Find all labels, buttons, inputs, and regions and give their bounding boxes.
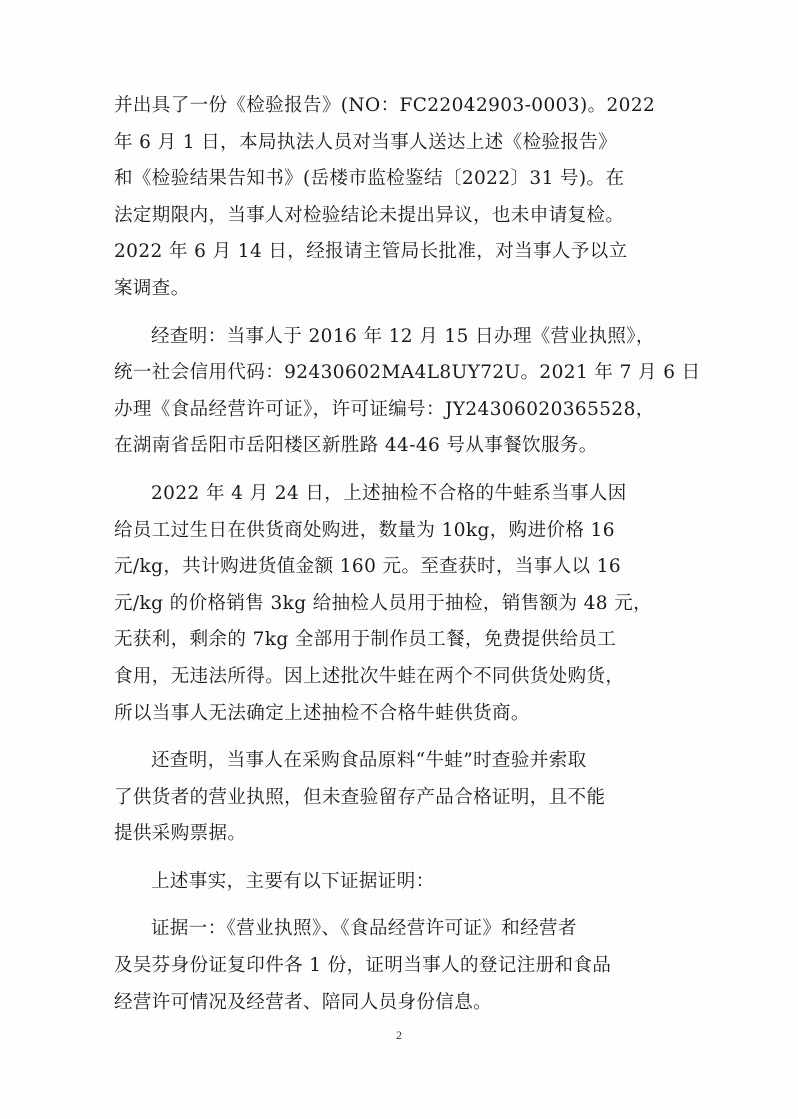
text-line: 无获利，剩余的 7kg 全部用于制作员工餐，免费提供给员工 bbox=[114, 629, 617, 651]
text-line: 给员工过生日在供货商处购进，数量为 10kg，购进价格 16 bbox=[114, 519, 615, 541]
paragraph-evidence-one bbox=[114, 911, 680, 1021]
text-line: 上述事实，主要有以下证据证明： bbox=[151, 870, 435, 892]
page-number: 2 bbox=[396, 1028, 402, 1042]
text-line: 经营许可情况及经营者、陪同人员身份信息。 bbox=[114, 991, 493, 1013]
text-line: 在湖南省岳阳市岳阳楼区新胜路 44-46 号从事餐饮服务。 bbox=[114, 435, 598, 457]
paragraph-purchase-facts bbox=[114, 476, 680, 732]
paragraph-evidence-intro bbox=[114, 864, 680, 901]
text-line: 2022 年 4 月 24 日，上述抽检不合格的牛蛙系当事人因 bbox=[151, 482, 627, 504]
text-line: 办理《食品经营许可证》，许可证编号：JY24306020365528， bbox=[114, 398, 655, 420]
text-line: 元/kg 的价格销售 3kg 给抽检人员用于抽检，销售额为 48 元， bbox=[114, 592, 653, 614]
text-line: 了供货者的营业执照，但未查验留存产品合格证明，且不能 bbox=[114, 786, 606, 808]
text-line: 证据一：《营业执照》、《食品经营许可证》和经营者 bbox=[151, 918, 577, 940]
text-line: 元/kg，共计购进货值金额 160 元。至查获时，当事人以 16 bbox=[114, 556, 622, 578]
text-line: 还查明，当事人在采购食品原料“牛蛙”时查验并索取 bbox=[151, 750, 587, 772]
text-line: 案调查。 bbox=[114, 277, 190, 299]
text-line: 统一社会信用代码：92430602MA4L8UY72U。2021 年 7 月 6 日 bbox=[114, 362, 701, 384]
text-line: 所以当事人无法确定上述抽检不合格牛蛙供货商。 bbox=[114, 702, 530, 724]
paragraph-procurement-check bbox=[114, 743, 680, 853]
document-body bbox=[114, 88, 701, 1032]
paragraph-case-filing bbox=[114, 88, 680, 308]
text-line: 提供采购票据。 bbox=[114, 823, 247, 845]
text-line: 经查明：当事人于 2016 年 12 月 15 日办理《营业执照》， bbox=[151, 325, 655, 347]
text-line: 法定期限内，当事人对检验结论未提出异议，也未申请复检。 bbox=[114, 204, 625, 226]
paragraph-business-license bbox=[114, 319, 701, 465]
text-line: 2022 年 6 月 14 日，经报请主管局长批准，对当事人予以立 bbox=[114, 241, 628, 263]
text-line: 年 6 月 1 日，本局执法人员对当事人送达上述《检验报告》 bbox=[114, 131, 618, 153]
text-line: 并出具了一份《检验报告》(NO：FC22042903-0003)。2022 bbox=[114, 95, 656, 116]
text-line: 食用，无违法所得。因上述批次牛蛙在两个不同供货处购货， bbox=[114, 665, 625, 687]
text-line: 及吴芬身份证复印件各 1 份，证明当事人的登记注册和食品 bbox=[114, 955, 612, 977]
text-line: 和《检验结果告知书》(岳楼市监检鉴结〔2022〕31 号)。在 bbox=[114, 168, 625, 190]
